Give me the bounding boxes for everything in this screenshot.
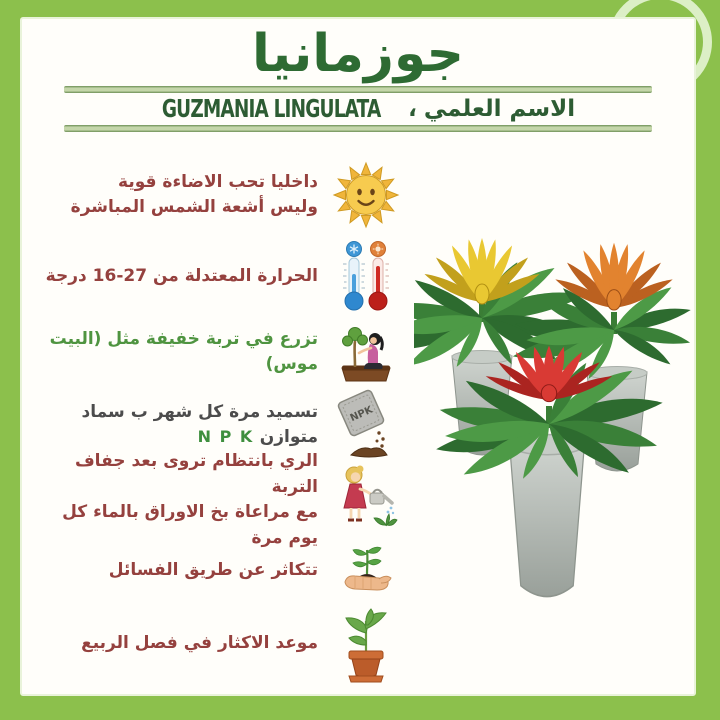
scientific-name-latin: GUZMANIA LINGULATA <box>161 95 381 124</box>
temperature-line-1: الحرارة المعتدلة من 27-16 درجة <box>45 266 318 287</box>
care-item-watering <box>28 451 410 548</box>
care-item-watering-text <box>28 449 318 551</box>
svg-text:NPK: NPK <box>348 404 375 425</box>
sun-icon <box>322 161 410 229</box>
care-item-fertilizing-text <box>28 400 318 451</box>
comma-separator: ، <box>408 96 417 123</box>
potted-plant-icon <box>322 605 410 683</box>
care-item-temperature <box>28 239 410 315</box>
care-list <box>28 151 410 685</box>
npk-bag-icon <box>322 389 410 461</box>
care-item-temperature-text <box>28 264 318 290</box>
care-item-season <box>28 603 410 685</box>
care-item-soil-text <box>28 327 318 378</box>
watering-girl-icon <box>322 463 410 537</box>
season-line-1: موعد الاكثار في فصل الربيع <box>81 633 318 654</box>
lighting-line-1: داخليا تحب الاضاءة قوية <box>118 171 318 192</box>
soil-line-1: تزرع في تربة خفيفة مثل (البيت موس) <box>49 328 318 374</box>
care-item-lighting <box>28 151 410 239</box>
title-rule-bottom <box>64 125 652 132</box>
care-item-soil <box>28 315 410 389</box>
scientific-name-row <box>22 96 694 122</box>
watering-line-1: الري بانتظام تروى بعد جفاف التربة <box>74 451 318 497</box>
propagation-line-1: تتكاثر عن طريق الفسائل <box>108 560 318 581</box>
page-title: جوزمانيا <box>251 24 464 84</box>
fertilizing-line-1: تسميد مرة كل شهر ب سماد متوازن <box>81 401 318 447</box>
thermometers-icon <box>322 240 410 314</box>
npk-label: N P K <box>197 427 254 446</box>
watering-line-2: مع مراعاة بخ الاوراق بالماء كل يوم مرة <box>62 502 318 548</box>
guzmania-plants-illustration <box>414 202 694 634</box>
hand-seedling-icon <box>322 540 410 602</box>
lighting-line-2: وليس أشعة الشمس المباشرة <box>70 197 318 217</box>
title-rule-top <box>64 86 652 93</box>
care-item-propagation-text <box>28 558 318 584</box>
planting-person-icon <box>322 319 410 385</box>
infographic-panel <box>20 17 696 696</box>
scientific-name-label: الاسم العلمي <box>423 96 576 123</box>
care-item-lighting-text <box>28 170 318 221</box>
care-item-season-text <box>28 631 318 657</box>
